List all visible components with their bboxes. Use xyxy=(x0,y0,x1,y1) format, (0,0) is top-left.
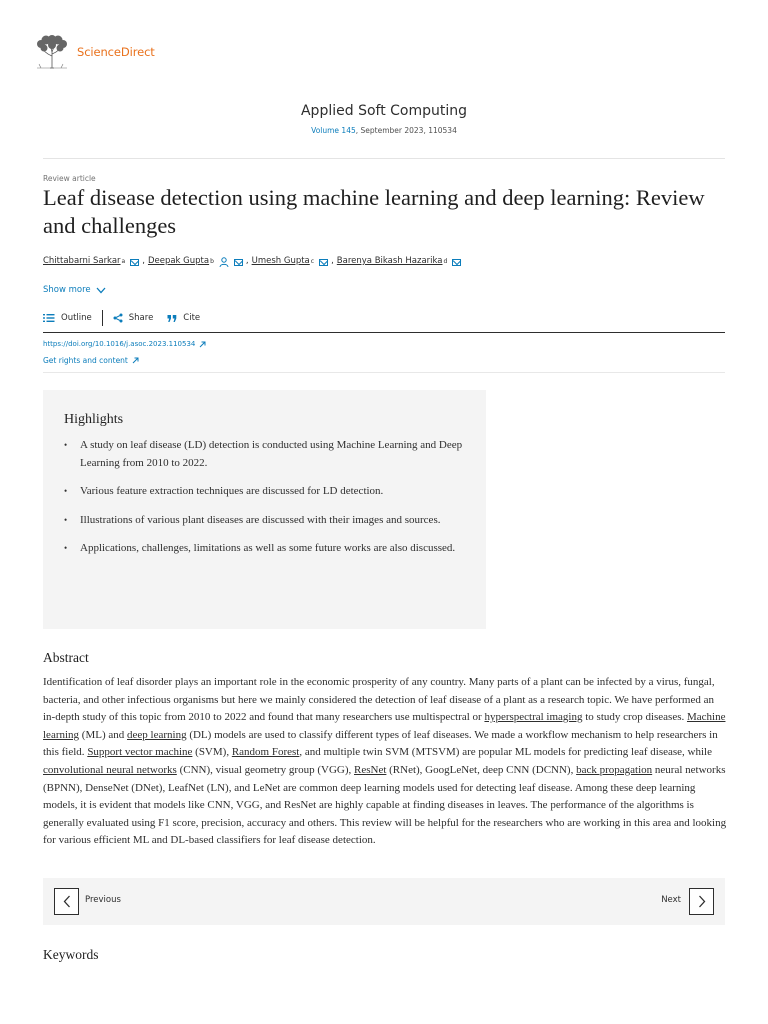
author-affiliation: a xyxy=(121,257,126,265)
highlight-item: • Illustrations of various plant diseases are discussed with their images and sources. xyxy=(64,512,466,530)
email-icon[interactable] xyxy=(319,259,328,266)
abstract-text-run: , and multiple twin SVM (MTSVM) are popular ML models for predicting leaf disease, while xyxy=(299,746,712,759)
abstract-text-run: (DL) models are used to classify different types of leaf diseases. We made a workflow mechanism to help researchers in this field. xyxy=(43,728,718,759)
highlights-panel xyxy=(43,390,486,629)
abstract-text-run: (ML) and xyxy=(79,728,128,741)
doi-link[interactable] xyxy=(43,340,206,348)
article-toolbar xyxy=(43,309,200,327)
author-name[interactable]: Deepak Gupta xyxy=(147,256,210,266)
list-icon xyxy=(43,313,55,323)
logo-text: ScienceDirect xyxy=(77,45,155,59)
share-icon xyxy=(113,313,123,323)
highlights-list xyxy=(64,437,466,558)
person-icon[interactable] xyxy=(219,257,229,267)
issue-details: , September 2023, 110534 xyxy=(355,126,457,135)
topic-link[interactable]: convolutional neural networks xyxy=(43,763,177,776)
topic-link[interactable]: ResNet xyxy=(354,763,387,776)
topic-link[interactable]: back propagation xyxy=(576,763,653,776)
article-pager xyxy=(43,878,725,925)
external-link-icon xyxy=(199,341,206,348)
elsevier-tree-icon xyxy=(33,34,71,70)
separator: , xyxy=(245,256,249,266)
abstract-text-run: Identification of leaf disorder plays an important role in the economic prosperity of any country. Many parts of a plant can be infected by a virus, fungal, bacteria, and other infectious organisms but here we mainly considered the detection of leaf disease of a plant as a research topic. We have performed an in-depth study of this topic from 2010 to 2022 and found that many researchers use multispectral or xyxy=(43,676,715,724)
chevron-down-icon xyxy=(96,287,106,294)
rights-link[interactable] xyxy=(43,356,139,365)
article-type: Review article xyxy=(43,174,96,183)
rights-text: Get rights and content xyxy=(43,356,128,365)
chevron-left-icon xyxy=(63,895,71,908)
cite-label: Cite xyxy=(183,313,201,323)
email-icon[interactable] xyxy=(234,259,243,266)
keywords-title: Keywords xyxy=(43,947,99,962)
abstract-text-run: (SVM), xyxy=(192,746,232,759)
author-name[interactable]: Chittabarni Sarkar xyxy=(43,256,121,266)
quote-icon xyxy=(167,314,177,323)
chevron-right-icon xyxy=(698,895,706,908)
separator: , xyxy=(142,256,145,266)
journal-issue xyxy=(0,126,768,135)
abstract-text-run: (RNet), GoogLeNet, deep CNN (DCNN), xyxy=(386,763,577,776)
show-more-label: Show more xyxy=(43,285,91,295)
journal-title[interactable]: Applied Soft Computing xyxy=(300,103,468,119)
divider xyxy=(43,158,725,159)
share-label: Share xyxy=(128,313,154,323)
show-more-button[interactable] xyxy=(43,285,106,295)
email-icon[interactable] xyxy=(130,259,139,266)
highlight-item: • Various feature extraction techniques are discussed for LD detection. xyxy=(64,483,466,501)
highlights-title: Highlights xyxy=(64,412,124,427)
volume-link[interactable]: Volume 145 xyxy=(311,126,356,135)
outline-label: Outline xyxy=(61,313,92,323)
abstract-text xyxy=(43,674,727,850)
author-affiliation: c xyxy=(310,257,315,265)
abstract-text-run: to study crop diseases. xyxy=(582,711,687,724)
next-button[interactable] xyxy=(689,888,714,915)
abstract-text-run: (CNN), visual geometry group (VGG), xyxy=(176,763,354,776)
external-link-icon xyxy=(132,357,139,364)
author-affiliation: d xyxy=(443,257,448,265)
topic-link[interactable]: hyperspectral imaging xyxy=(484,711,583,724)
highlight-item: • Applications, challenges, limitations as well as some future works are also discussed. xyxy=(64,540,466,558)
topic-link[interactable]: deep learning xyxy=(127,728,187,741)
abstract-title: Abstract xyxy=(43,650,89,665)
article-title: Leaf disease detection using machine learning and deep learning: Review and challenges xyxy=(43,185,705,238)
outline-button[interactable] xyxy=(43,313,92,323)
author-list xyxy=(43,256,464,266)
doi-text: https://doi.org/10.1016/j.asoc.2023.110534 xyxy=(43,340,196,348)
topic-link[interactable]: Machine learning xyxy=(43,711,726,741)
author-name[interactable]: Barenya Bikash Hazarika xyxy=(336,256,443,266)
previous-button[interactable] xyxy=(54,888,79,915)
share-button[interactable] xyxy=(113,313,154,323)
previous-label[interactable]: Previous xyxy=(85,895,121,905)
cite-button[interactable] xyxy=(167,313,200,323)
next-label[interactable]: Next xyxy=(661,895,681,905)
author-name[interactable]: Umesh Gupta xyxy=(251,256,310,266)
highlight-item: • A study on leaf disease (LD) detection is conducted using Machine Learning and Deep Learning from 2010 to 2022. xyxy=(64,437,466,472)
separator: , xyxy=(331,256,334,266)
toolbar-divider-line xyxy=(43,332,725,333)
email-icon[interactable] xyxy=(452,259,461,266)
toolbar-divider xyxy=(102,310,103,326)
topic-link[interactable]: Support vector machine xyxy=(87,746,193,759)
abstract-text-run: neural networks (BPNN), DenseNet (DNet), LeafNet (LN), and LeNet are common deep learning models used for detecting leaf disease. Among these deep learning models, it is evident that models like CNN, VGG, and ResNet are highly capable at finding diseases in leaves. The performance of the algorithms is generally evaluated using F1 score, precision, accuracy and others. This review will be helpful for the researchers who are working in this area and looking for various efficient ML and DL-based classifiers for leaf disease detection. xyxy=(43,763,727,847)
author-affiliation: b xyxy=(210,257,214,265)
sciencedirect-logo[interactable] xyxy=(33,34,155,70)
topic-link[interactable]: Random Forest xyxy=(231,746,300,759)
divider xyxy=(43,372,725,373)
